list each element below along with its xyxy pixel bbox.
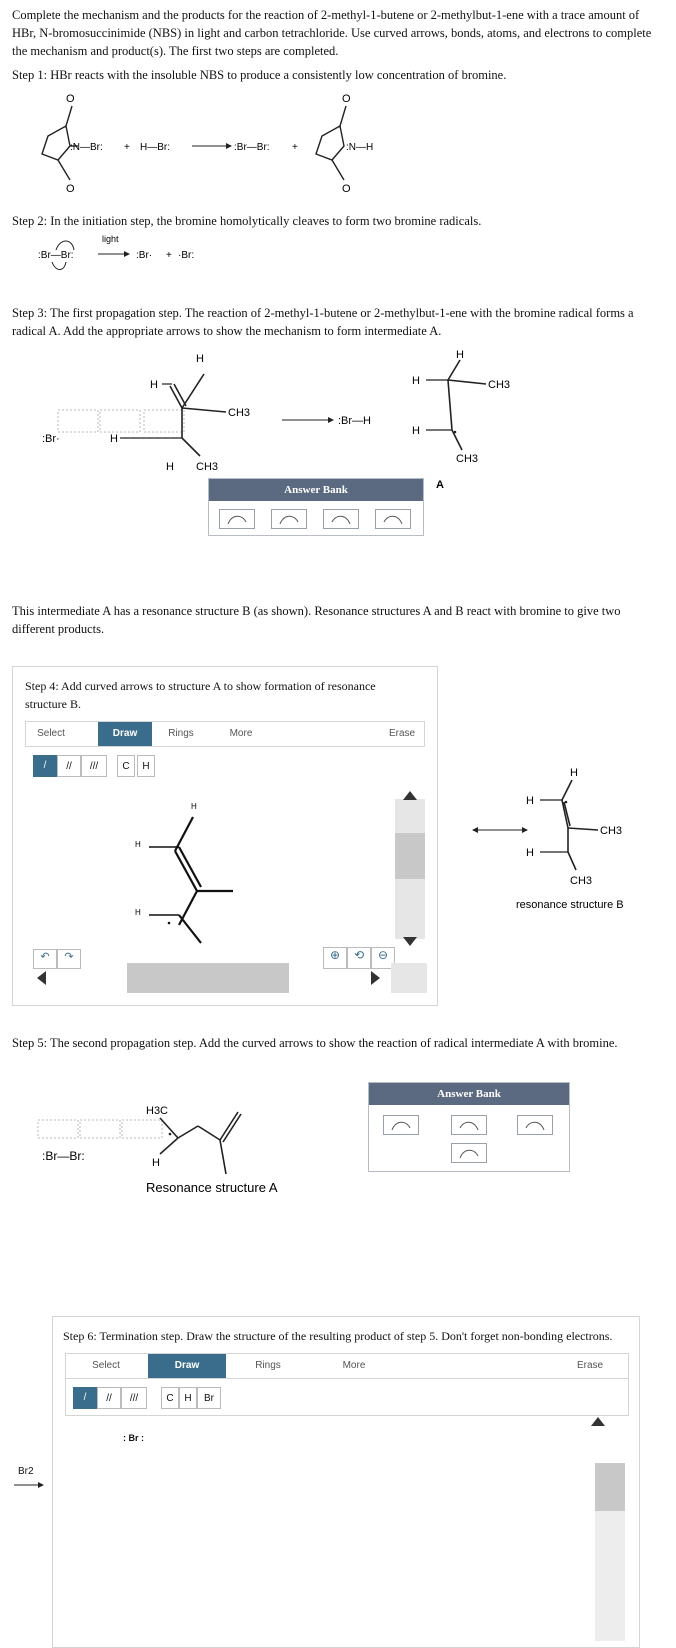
tab-erase[interactable]: Erase bbox=[388, 728, 416, 739]
scroll-down-icon[interactable] bbox=[403, 937, 417, 946]
drop-box-s5-3[interactable] bbox=[122, 1120, 162, 1138]
tab-rings[interactable]: Rings bbox=[168, 728, 194, 739]
step4-tabbar bbox=[25, 721, 425, 747]
res-b-h-1: H bbox=[570, 767, 578, 779]
zoom-in-icon[interactable]: ⊕ bbox=[323, 947, 347, 969]
step1-text: Step 1: HBr reacts with the insoluble NBS to produce a consistently low concentration of bromine. bbox=[12, 68, 507, 82]
answer-bank-step5 bbox=[368, 1082, 570, 1172]
step6-vscroll[interactable] bbox=[595, 1511, 625, 1641]
resonance-note: This intermediate A has a resonance structure B (as shown). Resonance structures A and B react with bromine to give two different products. bbox=[12, 604, 621, 636]
step2-text: Step 2: In the initiation step, the bromine homolytically cleaves to form two bromine radicals. bbox=[12, 214, 482, 228]
o-bottom-2: O bbox=[342, 183, 351, 195]
ch3-b: CH3 bbox=[196, 461, 219, 473]
drop-box-2[interactable] bbox=[100, 410, 140, 432]
triple-bond-tool[interactable]: /// bbox=[81, 755, 107, 777]
o-bottom: O bbox=[66, 183, 75, 195]
zoom-out-icon[interactable]: ⊖ bbox=[371, 947, 395, 969]
plus-1: + bbox=[124, 142, 130, 153]
h3c-label: H3C bbox=[146, 1105, 169, 1117]
step1-scheme bbox=[0, 84, 676, 204]
br2: :Br—Br: bbox=[234, 142, 270, 153]
h-br: H—Br: bbox=[140, 142, 170, 153]
arrow-tile-1[interactable] bbox=[219, 509, 255, 529]
res-b-label: resonance structure B bbox=[516, 899, 624, 911]
tab-rings-s6[interactable]: Rings bbox=[255, 1360, 281, 1371]
o-top-2: O bbox=[342, 93, 351, 105]
arrow-tile-3[interactable] bbox=[323, 509, 359, 529]
plus-step2: + bbox=[166, 250, 172, 261]
n-h: :N—H bbox=[346, 142, 374, 153]
step4-canvas-molecule[interactable] bbox=[113, 797, 293, 947]
step6-tools bbox=[73, 1387, 253, 1409]
res-b-ch3-a: CH3 bbox=[600, 825, 623, 837]
res-b-ch3-b: CH3 bbox=[570, 875, 593, 887]
tab-select-s6[interactable]: Select bbox=[92, 1360, 120, 1371]
h-label-3: H bbox=[110, 433, 118, 445]
step5-text: Step 5: The second propagation step. Add the curved arrows to show the reaction of radical intermediate A with bromine. bbox=[12, 1036, 618, 1050]
step6-vscroll-thumb[interactable] bbox=[595, 1463, 625, 1511]
plus-2: + bbox=[292, 142, 298, 153]
tab-select[interactable]: Select bbox=[37, 728, 65, 739]
product-ch3-b: CH3 bbox=[456, 453, 479, 465]
step4-panel bbox=[12, 666, 438, 1006]
br-atom-canvas[interactable]: : Br : bbox=[123, 1433, 144, 1443]
n-br: :N—Br: bbox=[70, 142, 103, 153]
step6-panel bbox=[52, 1316, 640, 1648]
carbon-tool[interactable]: C bbox=[117, 755, 135, 777]
canvas-h-3: H bbox=[135, 908, 141, 917]
zoom-reset-icon[interactable]: ⟲ bbox=[347, 947, 371, 969]
label-a: A bbox=[436, 479, 444, 491]
drop-box-3[interactable] bbox=[144, 410, 184, 432]
br-radical-1: :Br· bbox=[136, 250, 153, 261]
ch3-a: CH3 bbox=[228, 407, 251, 419]
br-radical-step3: :Br· bbox=[42, 433, 60, 445]
o-top: O bbox=[66, 93, 75, 105]
br2-reagent-label: Br2 bbox=[18, 1466, 34, 1477]
resonance-structure-b bbox=[472, 760, 672, 920]
drop-box-s5-1[interactable] bbox=[38, 1120, 78, 1138]
h-label-4: H bbox=[166, 461, 174, 473]
res-a-label: Resonance structure A bbox=[146, 1180, 278, 1195]
light-label: light bbox=[102, 234, 119, 244]
product-h-1: H bbox=[456, 349, 464, 361]
double-bond-tool-s6[interactable]: // bbox=[97, 1387, 121, 1409]
canvas-h-1: H bbox=[191, 802, 197, 811]
arrow-tile-4[interactable] bbox=[375, 509, 411, 529]
tab-more[interactable]: More bbox=[229, 728, 253, 739]
h-step5: H bbox=[152, 1157, 160, 1169]
tab-draw-s6[interactable]: Draw bbox=[148, 1354, 226, 1378]
br2-step5: :Br—Br: bbox=[42, 1149, 85, 1163]
tab-more-s6[interactable]: More bbox=[342, 1360, 366, 1371]
step6-text: Step 6: Termination step. Draw the structure of the resulting product of step 5. Don't forget non-bonding electrons. bbox=[63, 1329, 613, 1343]
h-label-1: H bbox=[196, 353, 204, 365]
scroll-up-icon-s6[interactable] bbox=[591, 1417, 605, 1426]
step4-vscroll-thumb[interactable] bbox=[395, 833, 425, 879]
hydrogen-tool[interactable]: H bbox=[137, 755, 155, 777]
single-bond-tool-s6[interactable]: / bbox=[73, 1387, 97, 1409]
drop-box-s5-2[interactable] bbox=[80, 1120, 120, 1138]
drop-box-1[interactable] bbox=[58, 410, 98, 432]
arrow-tile-s5-4[interactable] bbox=[451, 1143, 487, 1163]
bromine-tool-s6[interactable]: Br bbox=[197, 1387, 221, 1409]
res-b-h-3: H bbox=[526, 847, 534, 859]
answer-bank-title: Answer Bank bbox=[209, 479, 423, 501]
undo-icon[interactable]: ↶ bbox=[33, 949, 57, 969]
arrow-tile-2[interactable] bbox=[271, 509, 307, 529]
single-bond-tool[interactable]: / bbox=[33, 755, 57, 777]
step6-tabbar bbox=[65, 1353, 629, 1379]
res-b-h-2: H bbox=[526, 795, 534, 807]
step3-text: Step 3: The first propagation step. The reaction of 2-methyl-1-butene or 2-methylbut-1-ene with the bromine radical forms a radical A. Add the appropriate arrows to show the mechanism to form intermediate A. bbox=[12, 306, 634, 338]
product-h-2: H bbox=[412, 375, 420, 387]
br2-step2: :Br—Br: bbox=[38, 250, 74, 261]
answer-bank-title-s5: Answer Bank bbox=[369, 1083, 569, 1105]
step4-text: Step 4: Add curved arrows to structure A to show formation of resonance structure B. bbox=[25, 679, 376, 711]
triple-bond-tool-s6[interactable]: /// bbox=[121, 1387, 147, 1409]
br-radical-2: ·Br: bbox=[178, 250, 195, 261]
step4-tools bbox=[33, 755, 183, 777]
reagent-arrow-icon bbox=[14, 1480, 44, 1490]
scroll-left-icon[interactable] bbox=[37, 971, 46, 985]
arrow-tile-s5-1[interactable] bbox=[383, 1115, 419, 1135]
scroll-corner bbox=[391, 963, 427, 993]
h-label-2: H bbox=[150, 379, 158, 391]
step5-scheme bbox=[0, 1100, 340, 1200]
scroll-right-icon[interactable] bbox=[371, 971, 380, 985]
answer-bank-step3 bbox=[208, 478, 424, 536]
tab-erase-s6[interactable]: Erase bbox=[576, 1360, 604, 1371]
scroll-up-icon[interactable] bbox=[403, 791, 417, 800]
arrow-tile-s5-2[interactable] bbox=[451, 1115, 487, 1135]
step2-scheme bbox=[0, 232, 300, 276]
product-h-3: H bbox=[412, 425, 420, 437]
arrow-tile-s5-3[interactable] bbox=[517, 1115, 553, 1135]
product-ch3-a: CH3 bbox=[488, 379, 511, 391]
intro-text: Complete the mechanism and the products for the reaction of 2-methyl-1-butene or 2-methylbut-1-ene with a trace amount of HBr, N-bromosuccinimide (NBS) in light and carbon tetrachloride. Use curved arrows, bonds, atoms, and electrons to complete the mechanism and product(s). The first two steps are completed. bbox=[12, 8, 652, 58]
step4-hscroll-thumb[interactable] bbox=[127, 963, 289, 993]
hbr-step3: :Br—H bbox=[338, 415, 371, 427]
canvas-h-2: H bbox=[135, 840, 141, 849]
redo-icon[interactable]: ↷ bbox=[57, 949, 81, 969]
double-bond-tool[interactable]: // bbox=[57, 755, 81, 777]
tab-draw[interactable]: Draw bbox=[98, 722, 152, 746]
hydrogen-tool-s6[interactable]: H bbox=[179, 1387, 197, 1409]
carbon-tool-s6[interactable]: C bbox=[161, 1387, 179, 1409]
